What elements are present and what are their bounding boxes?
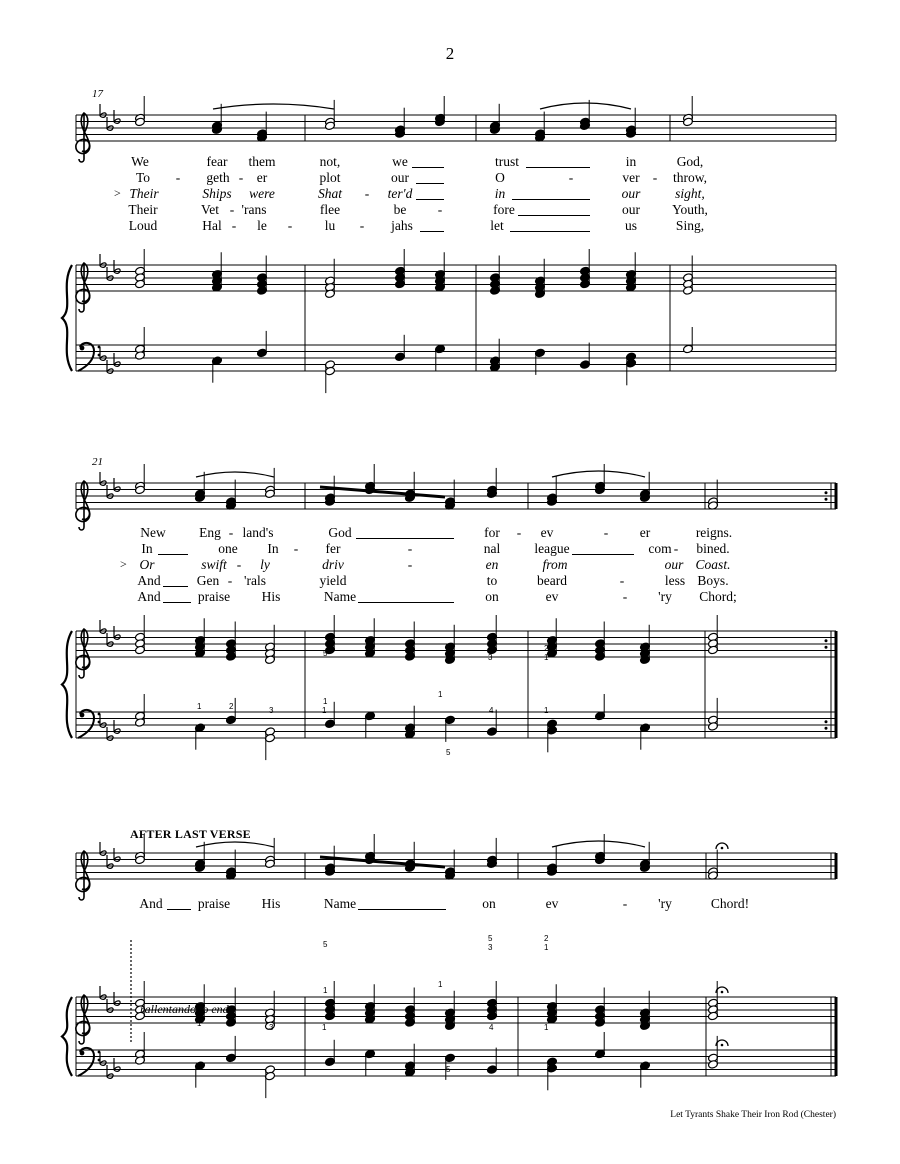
- repeat-dot: [825, 498, 828, 501]
- fingering: 1: [197, 702, 202, 711]
- lyric: Shat: [317, 186, 343, 201]
- lyric: er: [256, 170, 268, 185]
- beam: [320, 487, 445, 497]
- lyric: we: [392, 154, 408, 169]
- treble-clef: [76, 113, 90, 162]
- lyric: Sing,: [675, 218, 705, 233]
- lyric: fore: [493, 202, 515, 217]
- repeat-dot: [825, 646, 828, 649]
- treble-clef: [76, 629, 90, 678]
- lyric: Loud: [128, 218, 158, 233]
- treble-clef: [76, 263, 90, 312]
- bass-clef: [78, 343, 100, 371]
- lyric: God,: [676, 154, 704, 169]
- lyric: And: [139, 896, 163, 911]
- lyric: Youth,: [672, 202, 708, 217]
- lyric: -: [603, 525, 609, 540]
- lyric: -: [407, 557, 413, 572]
- fingering: 1: [544, 653, 549, 662]
- lyric: Their: [129, 186, 159, 201]
- lyric: en: [485, 557, 499, 572]
- lyric: driv: [322, 557, 344, 572]
- lyric: -: [175, 170, 181, 185]
- lyric: His: [261, 896, 281, 911]
- lyric: trust: [494, 154, 520, 169]
- lyric: Gen: [196, 573, 220, 588]
- lyric: on: [485, 589, 499, 604]
- bass-clef: [78, 1048, 100, 1076]
- fingering: 5: [323, 649, 328, 658]
- fingering: 1: [544, 943, 549, 952]
- slur: [196, 472, 274, 477]
- fingering: 3: [269, 706, 274, 715]
- lyric: -: [359, 218, 365, 233]
- lyric: ter'd: [387, 186, 413, 201]
- lyric: them: [248, 154, 276, 169]
- lyric: To: [135, 170, 151, 185]
- bass-clef: [78, 710, 100, 738]
- repeat-dot: [825, 639, 828, 642]
- lyric: ev: [545, 589, 559, 604]
- fingering: 1: [438, 690, 443, 699]
- lyric: jahs: [391, 218, 413, 233]
- lyric: land's: [242, 525, 274, 540]
- lyric: -: [407, 541, 413, 556]
- fingering: 1: [438, 980, 443, 989]
- fingering: 3: [269, 1023, 274, 1032]
- fingering: 1: [322, 706, 327, 715]
- measure-number-17: 17: [92, 88, 103, 100]
- fermata-dot: [721, 1044, 724, 1047]
- lyric: -: [652, 170, 658, 185]
- slur: [213, 104, 334, 109]
- lyric: er: [639, 525, 651, 540]
- lyric: And: [137, 589, 161, 604]
- fingering: 1: [197, 1019, 202, 1028]
- lyric: Boys.: [697, 573, 729, 588]
- verse-marker: >: [120, 557, 127, 571]
- lyric: lu: [324, 218, 336, 233]
- beam: [320, 857, 445, 867]
- lyric: -: [238, 170, 244, 185]
- measure-number-21: 21: [92, 456, 103, 468]
- lyric: In: [267, 541, 279, 556]
- page-number: 2: [445, 44, 455, 63]
- lyric: -: [619, 573, 625, 588]
- lyric: 'rals: [244, 573, 266, 588]
- brace: [62, 997, 72, 1076]
- lyric: in: [625, 154, 637, 169]
- lyric: Their: [128, 202, 158, 217]
- lyric: ver: [622, 170, 640, 185]
- lyric: reigns.: [695, 525, 733, 540]
- slur: [540, 103, 631, 109]
- lyric: -: [568, 170, 574, 185]
- lyric: New: [140, 525, 166, 540]
- fingering: 2: [544, 934, 549, 943]
- lyric: God: [328, 525, 352, 540]
- lyric: -: [236, 557, 242, 572]
- brace: [62, 265, 72, 371]
- fingering: 1: [322, 1023, 327, 1032]
- after-last-verse-heading: AFTER LAST VERSE: [130, 827, 251, 841]
- lyric: Chord;: [699, 589, 737, 604]
- lyric: us: [624, 218, 638, 233]
- tempo-marking: rallentando to end: [140, 1002, 229, 1016]
- fingering: 5: [323, 940, 328, 949]
- lyric: com: [648, 541, 672, 556]
- lyric: for: [484, 525, 500, 540]
- lyric: from: [542, 557, 568, 572]
- lyric: sight,: [675, 186, 705, 201]
- lyric: flee: [319, 202, 341, 217]
- lyric: fear: [206, 154, 228, 169]
- lyric: We: [131, 154, 149, 169]
- lyric: Coast.: [695, 557, 731, 572]
- fingering: 4: [489, 1023, 494, 1032]
- lyric: Vet: [201, 202, 219, 217]
- lyric: one: [218, 541, 238, 556]
- lyric: plot: [319, 170, 341, 185]
- lyric: our: [391, 170, 409, 185]
- lyric: geth: [206, 170, 230, 185]
- footer-title: Let Tyrants Shake Their Iron Rod (Chester): [670, 1110, 836, 1120]
- fermata-dot: [721, 847, 724, 850]
- lyric: -: [293, 541, 299, 556]
- lyric: -: [227, 573, 233, 588]
- lyric: -: [231, 218, 237, 233]
- treble-clef: [76, 851, 90, 900]
- lyric: not,: [319, 154, 341, 169]
- lyric: In: [141, 541, 153, 556]
- fingering: 2: [229, 1019, 234, 1028]
- fingering: 5: [446, 1065, 451, 1074]
- lyric: Or: [139, 557, 155, 572]
- lyric: less: [664, 573, 686, 588]
- lyric: 'rans: [241, 202, 267, 217]
- lyric: Hal: [202, 218, 222, 233]
- slur: [196, 842, 274, 847]
- treble-clef: [76, 995, 90, 1044]
- lyric: our: [622, 202, 640, 217]
- lyric: fer: [325, 541, 341, 556]
- lyric: to: [486, 573, 498, 588]
- lyric: league: [534, 541, 570, 556]
- lyric: praise: [197, 589, 231, 604]
- fingering: 2: [544, 644, 549, 653]
- lyric: His: [261, 589, 281, 604]
- lyric: le: [257, 218, 267, 233]
- lyric: 'ry: [658, 896, 672, 911]
- fingering: 1: [323, 986, 328, 995]
- lyric: swift: [201, 557, 227, 572]
- lyric: nal: [483, 541, 501, 556]
- lyric: be: [393, 202, 407, 217]
- lyric: -: [228, 525, 234, 540]
- lyric: throw,: [673, 170, 707, 185]
- repeat-dot: [825, 727, 828, 730]
- lyric: Ships: [202, 186, 232, 201]
- fingering: 5: [446, 748, 451, 757]
- lyric: let: [490, 218, 504, 233]
- lyric: 'ry: [658, 589, 672, 604]
- lyric: Name: [323, 896, 357, 911]
- treble-clef: [76, 481, 90, 530]
- lyric: -: [287, 218, 293, 233]
- fingering: 4: [489, 706, 494, 715]
- lyric: beard: [537, 573, 567, 588]
- brace: [62, 631, 72, 738]
- lyric: -: [364, 186, 370, 201]
- fingering: 5: [488, 934, 493, 943]
- lyric: -: [673, 541, 679, 556]
- lyric: in: [494, 186, 506, 201]
- lyric: Name: [323, 589, 357, 604]
- lyric: ly: [260, 557, 270, 572]
- slur: [552, 841, 645, 847]
- fingering: 1: [323, 697, 328, 706]
- fingering: 1: [544, 1023, 549, 1032]
- lyric: on: [482, 896, 496, 911]
- lyric: bined.: [696, 541, 730, 556]
- lyric: Chord!: [710, 896, 750, 911]
- lyric: -: [229, 202, 235, 217]
- repeat-dot: [825, 491, 828, 494]
- fingering: 5: [488, 644, 493, 653]
- slur: [552, 471, 645, 477]
- lyric: -: [516, 525, 522, 540]
- lyric: our: [664, 557, 684, 572]
- fingering: 2: [229, 702, 234, 711]
- lyric: our: [621, 186, 641, 201]
- lyric: -: [622, 896, 628, 911]
- lyric: -: [437, 202, 443, 217]
- lyric: ev: [545, 896, 559, 911]
- lyric: Eng: [199, 525, 221, 540]
- lyric: O: [495, 170, 505, 185]
- fingering: 3: [488, 943, 493, 952]
- lyric: ev: [540, 525, 554, 540]
- lyric: praise: [197, 896, 231, 911]
- lyric: were: [249, 186, 275, 201]
- repeat-dot: [825, 720, 828, 723]
- verse-marker: >: [114, 186, 121, 200]
- fingering: 3: [488, 653, 493, 662]
- lyric: And: [137, 573, 161, 588]
- lyric: -: [622, 589, 628, 604]
- fermata-dot: [721, 991, 724, 994]
- fingering: 1: [544, 706, 549, 715]
- lyric: yield: [319, 573, 347, 588]
